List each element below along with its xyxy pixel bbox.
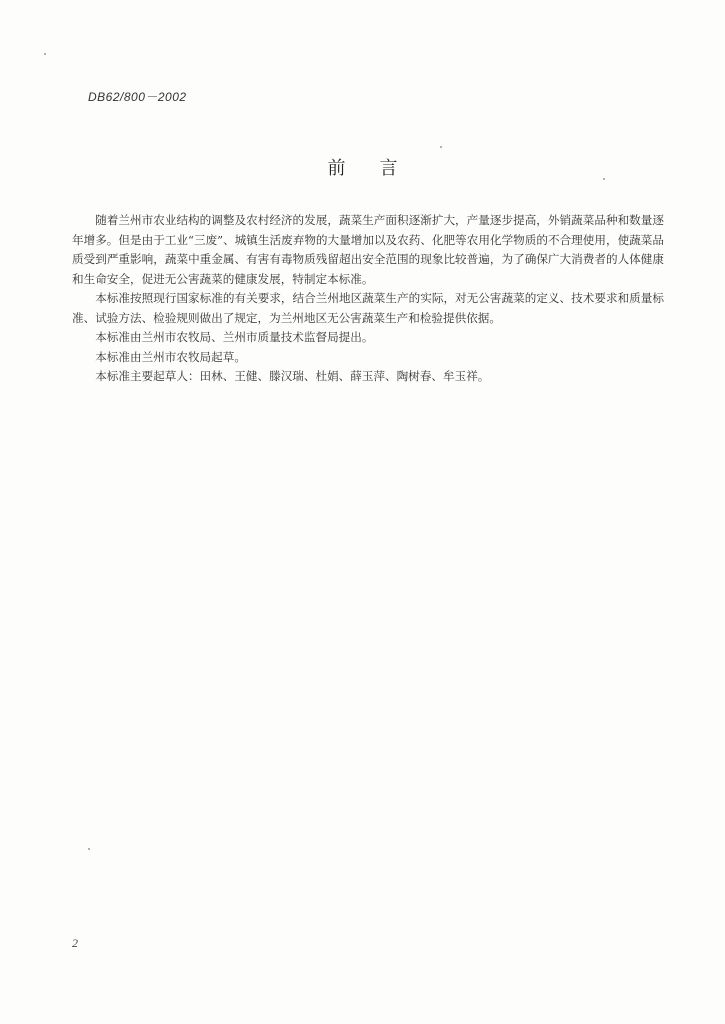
page-title: 前言 [327,158,432,179]
foreword-body [72,211,664,387]
paragraph-drafter: 本标准由兰州市农牧局起草。 [95,349,246,364]
paragraph-authors: 本标准主要起草人：田林、王健、滕汉瑞、杜娟、薛玉萍、陶树春、牟玉祥。 [95,369,490,383]
page-number: 2 [72,936,78,950]
scan-speck [44,53,46,55]
scan-speck [88,848,90,850]
document-code: DB62/800－2002 [88,90,187,104]
scan-speck [603,178,605,180]
paragraph-proposer: 本标准由兰州市农牧局、兰州市质量技术监督局提出。 [95,330,374,344]
paragraph-scope: 本标准按照现行国家标准的有关要求，结合兰州地区蔬菜生产的实际，对无公害蔬菜的定义、技术要求和质量标准、试验方法、检验规则做出了规定，为兰州地区无公害蔬菜生产和检验提供依据。 [72,291,664,325]
scan-speck [440,146,442,148]
paragraph-background: 随着兰州市农业结构的调整及农村经济的发展，蔬菜生产面积逐渐扩大，产量逐步提高，外销蔬菜品种和数量逐年增多。但是由于工业“三废”、城镇生活废弃物的大量增加以及农药、化肥等农用化学物质的不合理使用，使蔬菜品质受到严重影响，蔬菜中重金属、有害有毒物质残留超出安全范围的现象比较普遍，为了确保广大消费者的人体健康和生命安全，促进无公害蔬菜的健康发展，特制定本标准。 [72,213,664,286]
